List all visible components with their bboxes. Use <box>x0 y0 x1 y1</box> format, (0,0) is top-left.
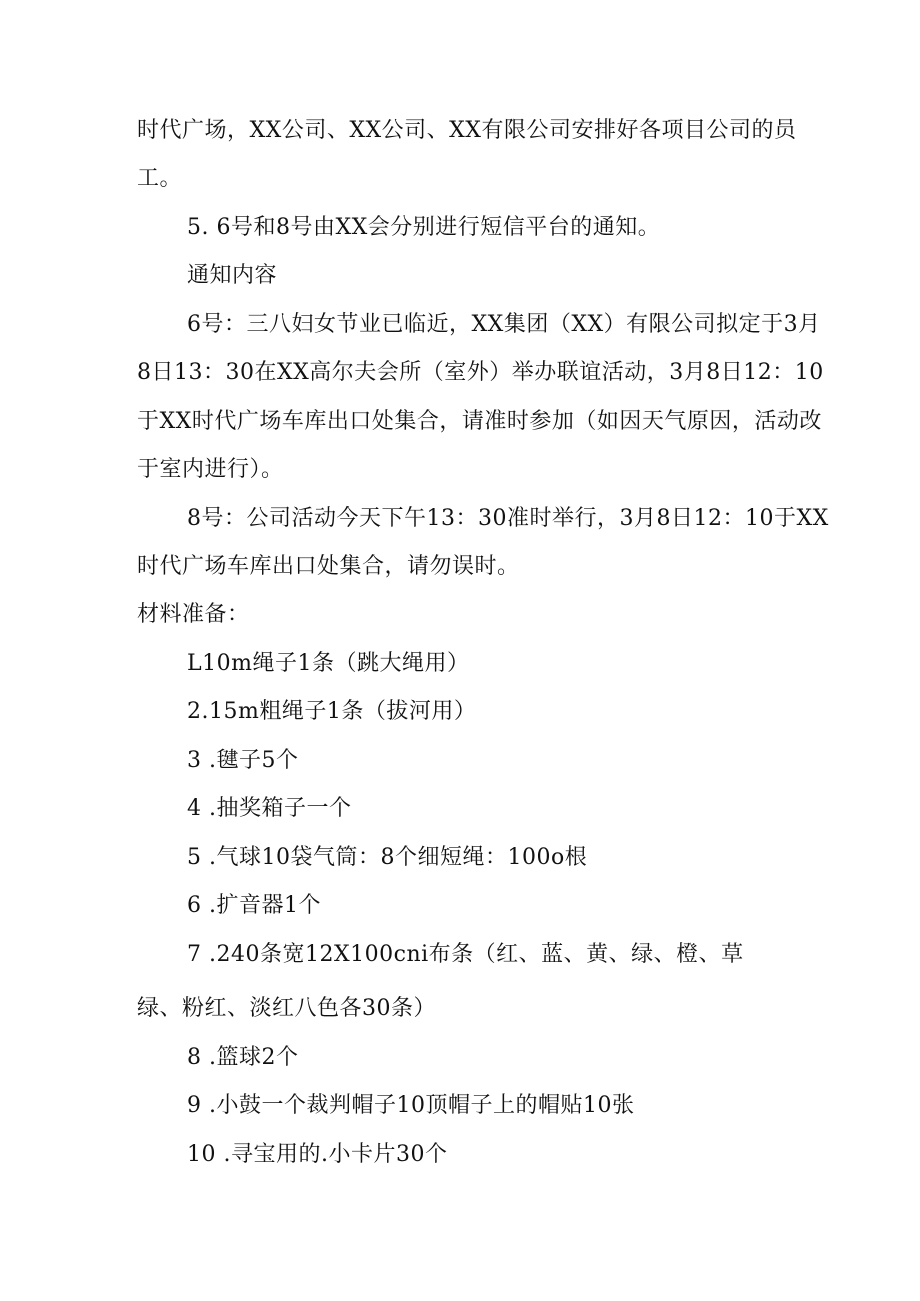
list-item: 3 .毽子5个 <box>187 748 299 773</box>
list-item: 4 .抽奖箱子一个 <box>187 796 352 821</box>
text-line: 时代广场车库出口处集合，请勿误时。 <box>137 554 520 579</box>
text-line: 5. 6号和8号由XX会分别进行短信平台的通知。 <box>187 215 661 240</box>
text-line: 8日13：30在XX高尔夫会所（室外）举办联谊活动，3月8日12：10 <box>137 360 824 385</box>
text-line: 工。 <box>137 166 183 191</box>
text-line: 通知内容 <box>187 263 278 288</box>
list-item-continuation: 绿、粉红、淡红八色各30条） <box>137 996 436 1021</box>
list-item: 2.15m粗绳子1条（拔河用） <box>187 699 477 724</box>
list-item: 7 .240条宽12X100cni布条（红、蓝、黄、绿、橙、草 <box>187 942 744 967</box>
text-line: 时代广场，XX公司、XX公司、XX有限公司安排好各项目公司的员 <box>137 118 797 143</box>
list-item: 9 .小鼓一个裁判帽子10顶帽子上的帽贴10张 <box>187 1093 635 1118</box>
list-item: 5 .气球10袋气筒：8个细短绳：100o根 <box>187 845 588 870</box>
text-line: 于室内进行）。 <box>137 457 284 482</box>
section-heading: 材料准备： <box>137 602 250 627</box>
text-line: 8号：公司活动今天下午13：30准时举行，3月8日12：10于XX <box>187 506 829 531</box>
list-item: 6 .扩音器1个 <box>187 893 321 918</box>
list-item: 8 .篮球2个 <box>187 1045 299 1070</box>
text-line: 6号：三八妇女节业已临近，XX集团（XX）有限公司拟定于3月 <box>187 312 821 337</box>
text-line: 于XX时代广场车库出口处集合，请准时参加（如因天气原因，活动改 <box>137 409 822 434</box>
list-item: L10m绳子1条（跳大绳用） <box>187 651 470 676</box>
list-item: 10 .寻宝用的.小卡片30个 <box>187 1142 448 1167</box>
